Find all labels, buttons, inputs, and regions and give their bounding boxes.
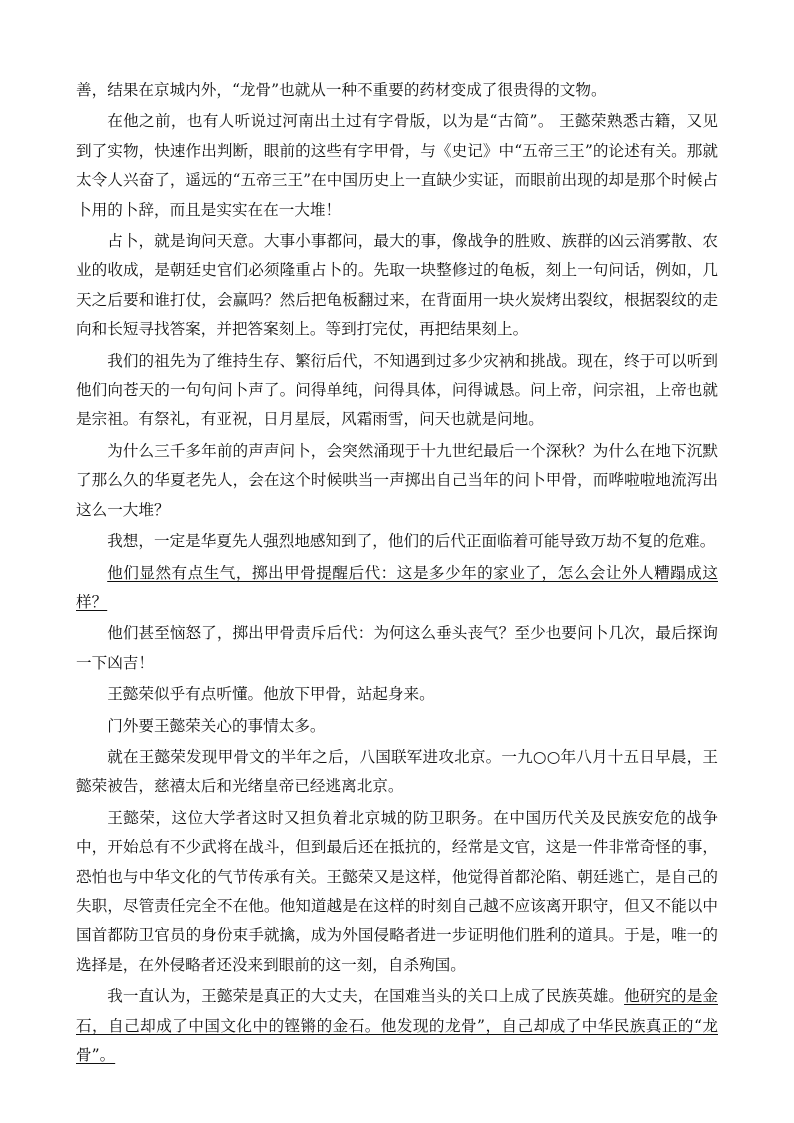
paragraph-8: 他们甚至恼怒了，掷出甲骨责斥后代：为何这么垂头丧气？至少也要问卜几次，最后探询一下凶吉！ xyxy=(76,624,718,672)
paragraph-11: 就在王懿荣发现甲骨文的半年之后，八国联军进攻北京。一九○○年八月十五日早晨，王懿荣被告，慈禧太后和光绪皇帝已经逃离北京。 xyxy=(76,747,718,796)
paragraph-7-underlined xyxy=(76,559,718,618)
paragraph-1: 善，结果在京城内外，“龙骨”也就从一种不重要的药材变成了很贵得的文物。 xyxy=(76,81,607,99)
paragraph-9: 王懿荣似乎有点听懂。他放下甲骨，站起身来。 xyxy=(107,685,435,704)
paragraph-2: 在他之前，也有人听说过河南出土过有字骨版，以为是“古简”。 王懿荣熟悉古籍，又见到了实物，快速作出判断，眼前的这些有字甲骨，与《史记》中“五帝三王”的论述有关。那就太令人兴奋了，遥远的“五帝三王”在中国历史上一直缺少实证，而眼前出现的却是那个时候占卜用的卜辞，而且是实实在在一大堆！ xyxy=(76,112,718,219)
final-sentence-plain: 我一直认为，王懿荣是真正的大丈夫，在国难当头的关口上成了民族英雄。 xyxy=(107,987,625,1006)
paragraph-4: 我们的祖先为了维持生存、繁衍后代，不知遇到过多少灾衲和挑战。现在，终于可以听到他们向苍天的一句句问卜声了。问得单纯，问得具体，问得诚恳。问上帝，问宗祖，上帝也就是宗祖。有祭礼，有亚祝，日月星辰，风霜雨雪，问天也就是问地。 xyxy=(76,351,718,429)
paragraph-5: 为什么三千多年前的声声问卜，会突然涌现于十九世纪最后一个深秋？为什么在地下沉默了那么久的华夏老先人，会在这个时候哄当一声掷出自己当年的问卜甲骨，而哗啦啦地流泻出这么一大堆？ xyxy=(76,441,718,519)
paragraph-13 xyxy=(76,982,718,1070)
final-sentence-underlined: 他研究的是金石，自己却成了中国文化中的铿锵的金石。他发现的龙骨”，自己却成了中华民族真正的“龙骨”。 xyxy=(76,987,718,1064)
paragraph-12: 王懿荣，这位大学者这时又担负着北京城的防卫职务。在中国历代关及民族安危的战争中，开始总有不少武将在战斗，但到最后还在抵抗的，经常是文官，这是一件非常奇怪的事，恐怕也与中华文化的气节传承有关。王懿荣又是这样，他觉得首都沦陷、朝廷逃亡，是自己的失职，尽管责任完全不在他。他知道越是在这样的时刻自己越不应该离开职守，但又不能以中国首都防卫官员的身份束手就擒，成为外国侵略者进一步证明他们胜利的道具。于是，唯一的选择是，在外侵略者还没来到眼前的这一刻，自杀殉国。 xyxy=(76,808,718,974)
paragraph-6: 我想，一定是华夏先人强烈地感知到了，他们的后代正面临着可能导致万劫不复的危难。 xyxy=(107,532,716,551)
paragraph-3: 占卜，就是询问天意。大事小事都问，最大的事，像战争的胜败、族群的凶云消雾散、农业的收成，是朝廷史官们必须隆重占卜的。先取一块整修过的龟板，刻上一句问话，例如，几天之后要和谁打仗，会赢吗？然后把龟板翻过来，在背面用一块火炭烤出裂纹，根据裂纹的走向和长短寻找答案，并把答案刻上。等到打完仗，再把结果刻上。 xyxy=(76,232,718,339)
document-page xyxy=(76,76,718,1072)
underlined-sentence: 他们显然有点生气，掷出甲骨提醒后代：这是多少年的家业了，怎么会让外人糟蹋成这样？ xyxy=(76,563,718,611)
paragraph-10: 门外要王懿荣关心的事情太多。 xyxy=(107,716,326,735)
